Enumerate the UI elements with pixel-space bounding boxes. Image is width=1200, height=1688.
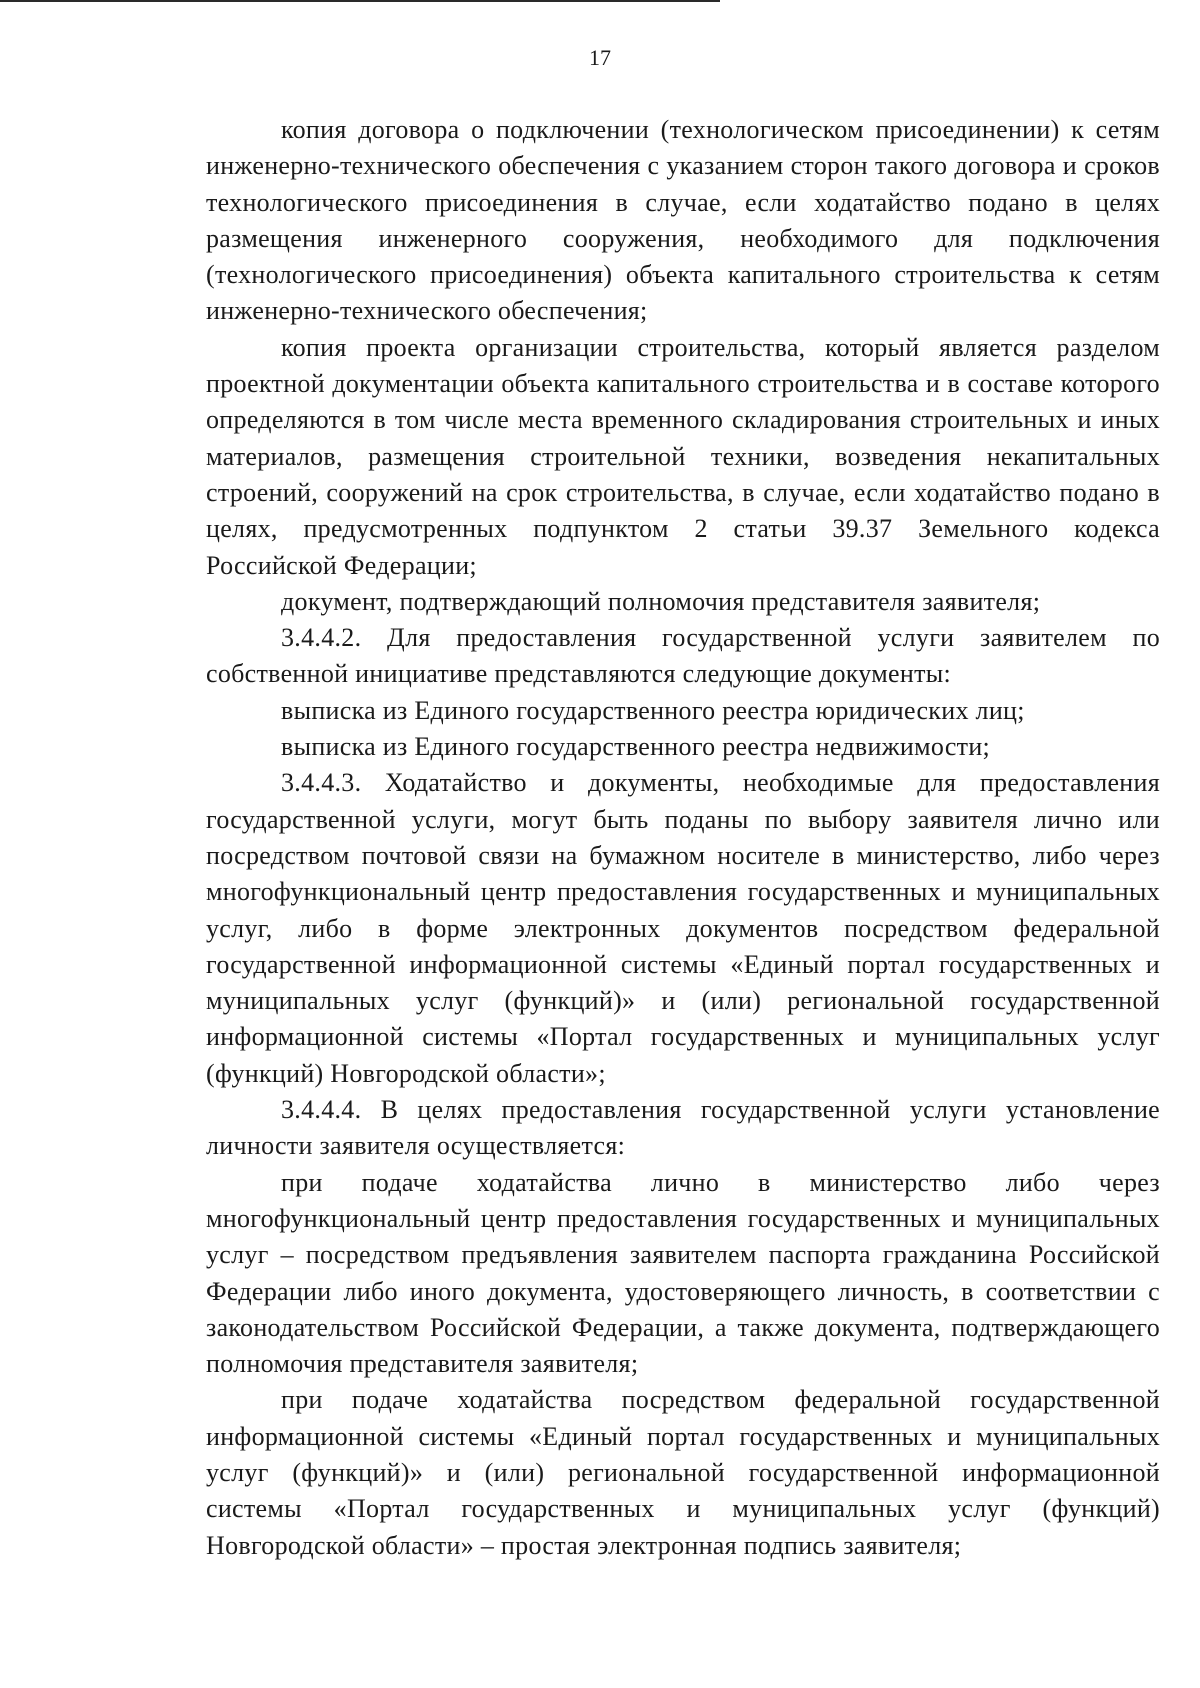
paragraph-connection-contract-copy: копия договора о подключении (технологическом присоединении) к сетям инженерно-технического обеспечения с указанием сторон такого договора и сроков технологического присоединения в случае, если ходатайство подано в целях размещения инженерного сооружения, необходимого для подключения (технологического присоединения) объекта капитального строительства к сетям инженерно-технического обеспечения; (206, 115, 1160, 326)
page-number: 17 (589, 45, 611, 70)
paragraph-real-estate-extract: выписка из Единого государственного реестра недвижимости; (281, 732, 991, 762)
paragraph-3-4-4-4: 3.4.4.4. В целях предоставления государственной услуги установление личности заявителя осуществляется: (206, 1095, 1160, 1161)
paragraph-3-4-4-3: 3.4.4.3. Ходатайство и документы, необходимые для предоставления государственной услуги, могут быть поданы по выбору заявителя лично или посредством почтовой связи на бумажном носителе в министерство, либо через многофункциональный центр предоставления государственных и муниципальных услуг, либо в форме электронных документов посредством федеральной государственной информационной системы «Единый портал государственных и муниципальных услуг (функций)» и (или) региональной государственной информационной системы «Портал государственных и муниципальных услуг (функций) Новгородской области»; (206, 768, 1160, 1088)
paragraph-electronic-submission: при подаче ходатайства посредством федеральной государственной информационной системы «Единый портал государственных и муниципальных услуг (функций)» и (или) региональной государственной информационной системы «Портал государственных и муниципальных услуг (функций) Новгородской области» – простая электронная подпись заявителя; (206, 1385, 1160, 1560)
top-rule (0, 0, 720, 2)
paragraph-legal-entities-extract: выписка из Единого государственного реестра юридических лиц; (281, 695, 1025, 725)
document-body (206, 112, 1160, 1564)
paragraph-authority-document: документ, подтверждающий полномочия представителя заявителя; (281, 586, 1041, 616)
paragraph-in-person-submission: при подаче ходатайства лично в министерство либо через многофункциональный центр предоставления государственных и муниципальных услуг – посредством предъявления заявителем паспорта гражданина Российской Федерации либо иного документа, удостоверяющего личность, в соответствии с законодательством Российской Федерации, а также документа, подтверждающего полномочия представителя заявителя; (206, 1167, 1160, 1379)
paragraph-3-4-4-2: 3.4.4.2. Для предоставления государственной услуги заявителем по собственной инициативе представляются следующие документы: (206, 623, 1160, 689)
paragraph-construction-project-copy: копия проекта организации строительства, который является разделом проектной документации объекта капитального строительства и в составе которого определяются в том числе места временного складирования строительных и иных материалов, размещения строительной техники, возведения некапитальных строений, сооружений на срок строительства, в случае, если ходатайство подано в целях, предусмотренных подпунктом 2 статьи 39.37 Земельного кодекса Российской Федерации; (206, 332, 1160, 580)
